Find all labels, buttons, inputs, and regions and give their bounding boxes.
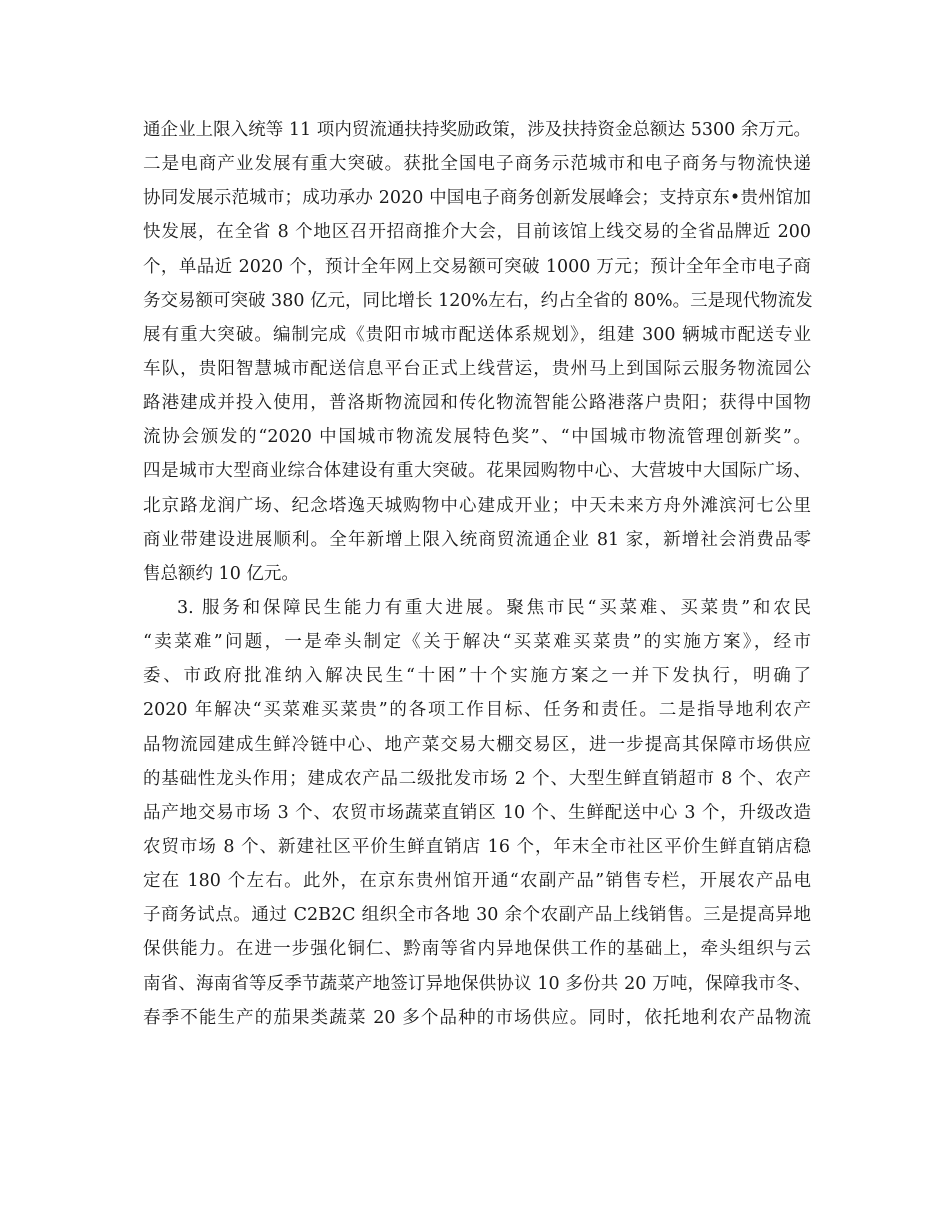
text-line: 路港建成并投入使用，普洛斯物流园和传化物流智能公路港落户贵阳；获得中国物 (143, 393, 811, 414)
text-line: 南省、海南省等反季节蔬菜产地签订异地保供协议 10 多份共 20 万吨，保障我市冬、 (143, 973, 811, 994)
text-line: 商业带建设进展顺利。全年新增上限入统商贸流通企业 81 家，新增社会消费品零 (143, 529, 811, 550)
text-line: 快发展，在全省 8 个地区召开招商推介大会，目前该馆上线交易的全省品牌近 200 (143, 222, 811, 243)
text-line: 四是城市大型商业综合体建设有重大突破。花果园购物中心、大营坡中大国际广场、 (143, 461, 811, 482)
text-line: 流协会颁发的“2020 中国城市物流发展特色奖”、“中国城市物流管理创新奖”。 (143, 427, 811, 448)
text-line: 展有重大突破。编制完成《贵阳市城市配送体系规划》，组建 300 辆城市配送专业 (143, 324, 811, 345)
paragraph-ecommerce-logistics (143, 113, 811, 591)
text-line: 定在 180 个左右。此外，在京东贵州馆开通“农副产品”销售专栏，开展农产品电 (143, 871, 811, 892)
text-line: 春季不能生产的茄果类蔬菜 20 多个品种的市场供应。同时，依托地利农产品物流 (143, 1007, 811, 1028)
text-line: 车队，贵阳智慧城市配送信息平台正式上线营运，贵州马上到国际云服务物流园公 (143, 358, 811, 379)
text-line: 品产地交易市场 3 个、农贸市场蔬菜直销区 10 个、生鲜配送中心 3 个，升级改造 (143, 802, 811, 823)
text-line: 品物流园建成生鲜冷链中心、地产菜交易大棚交易区，进一步提高其保障市场供应 (143, 734, 811, 755)
paragraph-livelihood-services (143, 591, 811, 1035)
text-line: 2020 年解决“买菜难买菜贵”的各项工作目标、任务和责任。二是指导地利农产 (143, 700, 811, 721)
text-line: 协同发展示范城市；成功承办 2020 中国电子商务创新发展峰会；支持京东•贵州馆加 (143, 188, 811, 209)
text-line: 委、市政府批准纳入解决民生“十困”十个实施方案之一并下发执行，明确了 (143, 666, 811, 687)
text-line: 北京路龙润广场、纪念塔逸天城购物中心建成开业；中天未来方舟外滩滨河七公里 (143, 495, 811, 516)
text-line: 的基础性龙头作用；建成农产品二级批发市场 2 个、大型生鲜直销超市 8 个、农产 (143, 768, 811, 789)
text-line: 保供能力。在进一步强化铜仁、黔南等省内异地保供工作的基础上，牵头组织与云 (143, 939, 811, 960)
text-line: 个，单品近 2020 个，预计全年网上交易额可突破 1000 万元；预计全年全市电子商 (143, 256, 811, 277)
text-line: 农贸市场 8 个、新建社区平价生鲜直销店 16 个，年末全市社区平价生鲜直销店稳 (143, 836, 811, 857)
text-line: 务交易额可突破 380 亿元，同比增长 120%左右，约占全省的 80%。三是现代物流发 (143, 290, 813, 311)
text-line: 子商务试点。通过 C2B2C 组织全市各地 30 余个农副产品上线销售。三是提高异地 (143, 905, 811, 926)
text-line: 通企业上限入统等 11 项内贸流通扶持奖励政策，涉及扶持资金总额达 5300 余万元。 (143, 120, 811, 140)
text-line: 售总额约 10 亿元。 (143, 563, 299, 584)
paragraph-heading-line: 3. 服务和保障民生能力有重大进展。聚焦市民“买菜难、买菜贵”和农民 (177, 597, 811, 618)
text-line: “卖菜难”问题，一是牵头制定《关于解决“买菜难买菜贵”的实施方案》，经市 (143, 632, 811, 653)
body-text (143, 113, 811, 1035)
text-line: 二是电商产业发展有重大突破。获批全国电子商务示范城市和电子商务与物流快递 (143, 154, 811, 175)
